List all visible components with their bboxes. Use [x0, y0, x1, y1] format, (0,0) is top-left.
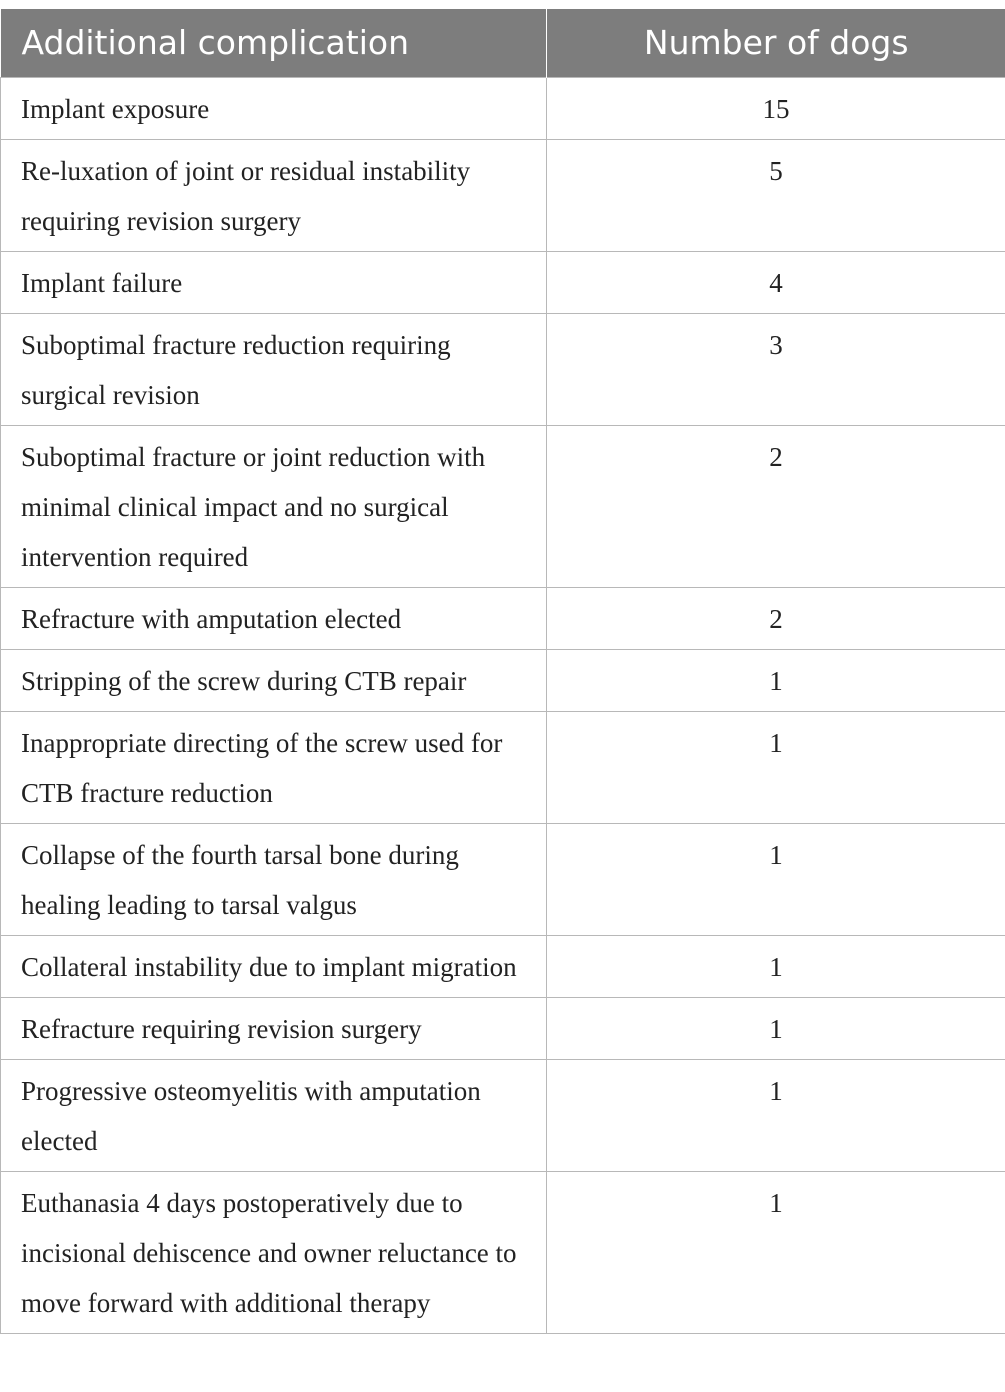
- complication-cell: Implant failure: [1, 251, 547, 313]
- table-row: [1, 649, 1005, 711]
- count-cell: 4: [547, 251, 1005, 313]
- complication-cell: Inappropriate directing of the screw used for CTB fracture reduction: [1, 711, 547, 823]
- count-cell: 15: [547, 77, 1005, 139]
- header-row: [1, 9, 1005, 77]
- count-cell: 3: [547, 313, 1005, 425]
- count-cell: 5: [547, 139, 1005, 251]
- table-row: [1, 935, 1005, 997]
- complication-cell: Implant exposure: [1, 77, 547, 139]
- count-cell: 1: [547, 711, 1005, 823]
- complication-cell: Collateral instability due to implant migration: [1, 935, 547, 997]
- complication-cell: Re-luxation of joint or residual instability requiring revision surgery: [1, 139, 547, 251]
- count-cell: 2: [547, 587, 1005, 649]
- count-cell: 1: [547, 823, 1005, 935]
- table-row: [1, 997, 1005, 1059]
- table-row: [1, 139, 1005, 251]
- complication-cell: Euthanasia 4 days postoperatively due to incisional dehiscence and owner reluctance to move forward with additional therapy: [1, 1171, 547, 1333]
- count-cell: 1: [547, 1059, 1005, 1171]
- complications-table: [0, 9, 1005, 1334]
- complication-cell: Refracture with amputation elected: [1, 587, 547, 649]
- count-cell: 1: [547, 935, 1005, 997]
- table-row: [1, 711, 1005, 823]
- count-cell: 1: [547, 649, 1005, 711]
- complication-cell: Collapse of the fourth tarsal bone during healing leading to tarsal valgus: [1, 823, 547, 935]
- table-row: [1, 313, 1005, 425]
- count-cell: 2: [547, 425, 1005, 587]
- table-row: [1, 1171, 1005, 1333]
- count-cell: 1: [547, 1171, 1005, 1333]
- count-cell: 1: [547, 997, 1005, 1059]
- complication-cell: Suboptimal fracture reduction requiring surgical revision: [1, 313, 547, 425]
- table-row: [1, 1059, 1005, 1171]
- table-row: [1, 425, 1005, 587]
- complication-cell: Stripping of the screw during CTB repair: [1, 649, 547, 711]
- header-count: Number of dogs: [547, 9, 1005, 77]
- table-row: [1, 77, 1005, 139]
- complication-cell: Progressive osteomyelitis with amputation elected: [1, 1059, 547, 1171]
- table-row: [1, 587, 1005, 649]
- table-row: [1, 823, 1005, 935]
- header-complication: Additional complication: [1, 9, 547, 77]
- table-row: [1, 251, 1005, 313]
- complication-cell: Refracture requiring revision surgery: [1, 997, 547, 1059]
- complication-cell: Suboptimal fracture or joint reduction with minimal clinical impact and no surgical intervention required: [1, 425, 547, 587]
